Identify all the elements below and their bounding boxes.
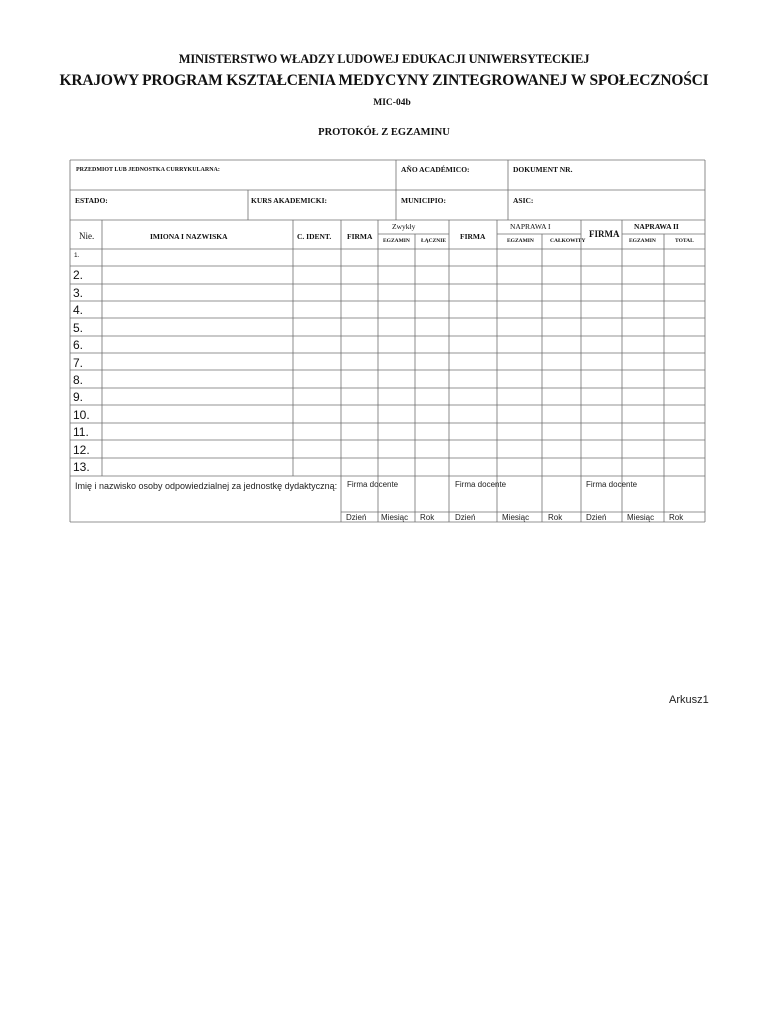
row-number: 1. — [74, 252, 80, 259]
ministry-heading: MINISTERSTWO WŁADZY LUDOWEJ EDUKACJI UNIWERSYTECKIEJ — [178, 52, 590, 66]
month-label: Miesiąc — [502, 513, 530, 522]
year-label: Rok — [548, 513, 563, 522]
document-number-label: DOKUMENT NR. — [513, 165, 573, 174]
row-number: 8. — [73, 373, 84, 387]
signature-header-1: FIRMA — [347, 232, 373, 241]
signature-header-3: FIRMA — [589, 229, 620, 239]
exam-header-1: EGZAMIN — [383, 238, 410, 244]
program-heading: KRAJOWY PROGRAM KSZTAŁCENIA MEDYCYNY ZINTEGROWANEJ W SPOŁECZNOŚCI — [59, 72, 709, 89]
total-header-1: CAŁKOWITY — [550, 238, 586, 244]
teacher-signature-label: Firma docente — [586, 480, 638, 489]
number-header: Nie. — [79, 231, 95, 241]
state-label: ESTADO: — [75, 196, 108, 205]
row-number: 9. — [73, 390, 84, 404]
row-number: 6. — [73, 338, 84, 352]
academic-year-label: AÑO ACADÉMICO: — [401, 165, 470, 174]
responsible-person-label: Imię i nazwisko osoby odpowiedzialnej za jednostkę dydaktyczną: — [75, 481, 338, 491]
year-label: Rok — [669, 513, 684, 522]
form-code: MIC-04b — [373, 98, 411, 108]
exam-header-3: EGZAMIN — [629, 238, 656, 244]
row-number: 2. — [73, 268, 84, 282]
row-number: 7. — [73, 356, 84, 370]
asic-label: ASIC: — [513, 196, 534, 205]
row-number: 13. — [73, 460, 90, 474]
row-number: 5. — [73, 321, 84, 335]
id-header: C. IDENT. — [297, 232, 332, 241]
row-number: 10. — [73, 408, 90, 422]
exam-header-2: EGZAMIN — [507, 238, 534, 244]
row-number: 4. — [73, 303, 84, 317]
sheet-tab-label: Arkusz1 — [669, 694, 709, 706]
municipality-label: MUNICIPIO: — [401, 196, 446, 205]
row-number: 11. — [73, 425, 89, 439]
form-title: PROTOKÓŁ Z EGZAMINU — [318, 127, 450, 138]
repair-1-header: NAPRAWA I — [510, 222, 551, 231]
subject-label: PRZEDMIOT LUB JEDNOSTKA CURRYKULARNA: — [76, 167, 220, 173]
signature-header-2: FIRMA — [460, 232, 486, 241]
teacher-signature-label: Firma docente — [347, 480, 399, 489]
total-header-2: TOTAL — [675, 238, 694, 244]
row-number: 3. — [73, 286, 84, 300]
year-label: Rok — [420, 513, 435, 522]
day-label: Dzień — [346, 513, 367, 522]
day-label: Dzień — [455, 513, 476, 522]
names-header: IMIONA I NAZWISKA — [150, 232, 228, 241]
academic-course-label: KURS AKADEMICKI: — [251, 196, 328, 205]
month-label: Miesiąc — [627, 513, 655, 522]
combined-header: ŁĄCZNIE — [421, 238, 447, 244]
day-label: Dzień — [586, 513, 607, 522]
teacher-signature-label: Firma docente — [455, 480, 507, 489]
ordinary-header: Zwykły — [392, 222, 416, 231]
row-number: 12. — [73, 443, 90, 457]
month-label: Miesiąc — [381, 513, 409, 522]
repair-2-header: NAPRAWA II — [634, 222, 679, 231]
